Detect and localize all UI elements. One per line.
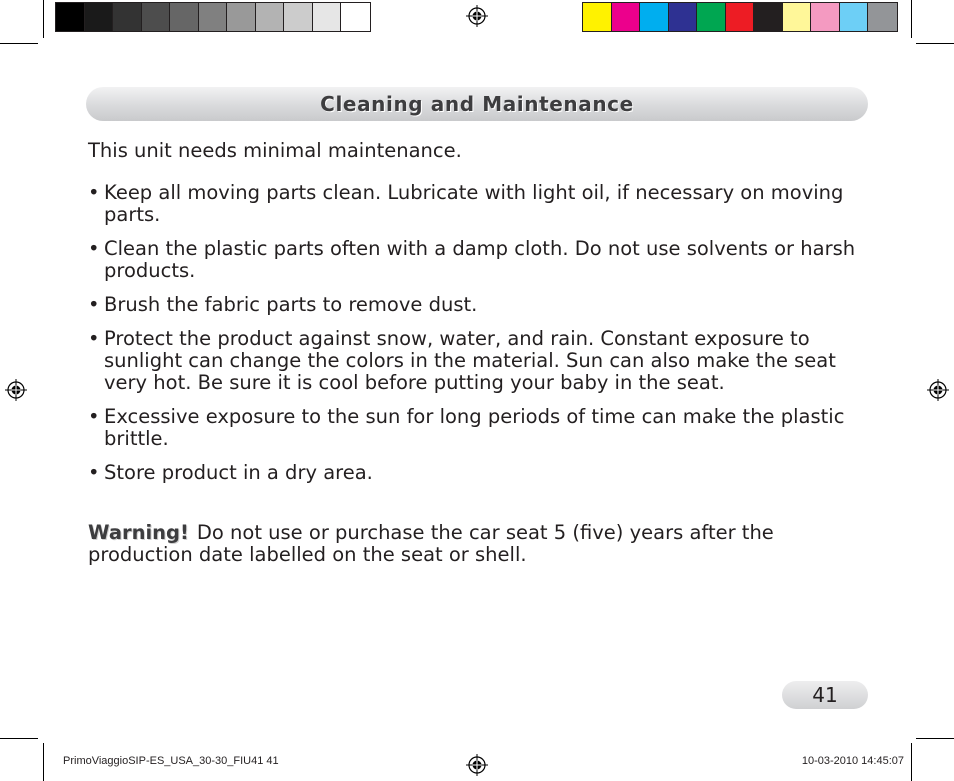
color-swatch [726,3,755,31]
maintenance-list [88,182,878,484]
color-swatch [583,3,612,31]
color-swatch [313,3,342,31]
process-color-bar [582,2,898,32]
color-swatch [113,3,142,31]
color-swatch [256,3,285,31]
crop-mark [916,43,954,44]
list-item-text: Brush the fabric parts to remove dust. [104,293,478,316]
color-swatch [754,3,783,31]
registration-mark-icon [466,5,488,27]
bullet-icon: • [88,293,100,316]
warning-paragraph [88,522,878,566]
list-item-text: Keep all moving parts clean. Lubricate with light oil, if necessary on moving parts. [104,181,844,226]
list-item-text: Store product in a dry area. [104,461,373,484]
warning-text: Do not use or purchase the car seat 5 (five) years after the production date labelled on the seat or shell. [88,521,774,566]
color-swatch [199,3,228,31]
color-swatch [783,3,812,31]
color-swatch [697,3,726,31]
crop-mark [0,738,38,739]
color-swatch [170,3,199,31]
registration-mark-icon [5,379,27,401]
crop-mark [43,0,44,38]
color-swatch [227,3,256,31]
section-title-bar [86,87,868,121]
color-swatch [284,3,313,31]
crop-mark [916,738,954,739]
color-swatch [840,3,869,31]
crop-mark [0,43,38,44]
grayscale-color-bar [55,2,371,32]
page-number: 41 [782,681,868,709]
color-swatch [612,3,641,31]
bullet-icon: • [88,237,100,260]
footer-slug-right: 10-03-2010 14:45:07 [801,755,904,767]
warning-label: Warning! [88,521,189,544]
list-item [88,238,878,282]
intro-text: This unit needs minimal maintenance. [88,139,462,162]
list-item [88,328,878,394]
section-title: Cleaning and Maintenance [320,92,634,116]
footer-slug-left: PrimoViaggioSIP-ES_USA_30-30_FIU41 41 [63,755,279,767]
color-swatch [142,3,171,31]
bullet-icon: • [88,461,100,484]
registration-mark-icon [466,754,488,776]
bullet-icon: • [88,405,100,428]
crop-mark [911,743,912,781]
list-item-text: Protect the product against snow, water, and rain. Constant exposure to sunlight can change the colors in the material. Sun can also make the seat very hot. Be sure it is cool before putting your baby in the seat. [104,327,836,394]
color-swatch [56,3,85,31]
bullet-icon: • [88,181,100,204]
bullet-icon: • [88,327,100,350]
color-swatch [669,3,698,31]
list-item-text: Clean the plastic parts often with a damp cloth. Do not use solvents or harsh products. [104,237,856,282]
color-swatch [868,3,897,31]
color-swatch [811,3,840,31]
list-item [88,406,878,450]
crop-mark [911,0,912,38]
crop-mark [43,743,44,781]
list-item [88,182,878,226]
list-item [88,294,878,316]
list-item-text: Excessive exposure to the sun for long periods of time can make the plastic brittle. [104,405,845,450]
registration-mark-icon [927,379,949,401]
color-swatch [640,3,669,31]
color-swatch [85,3,114,31]
color-swatch [341,3,370,31]
list-item [88,462,878,484]
main-content [88,140,878,586]
